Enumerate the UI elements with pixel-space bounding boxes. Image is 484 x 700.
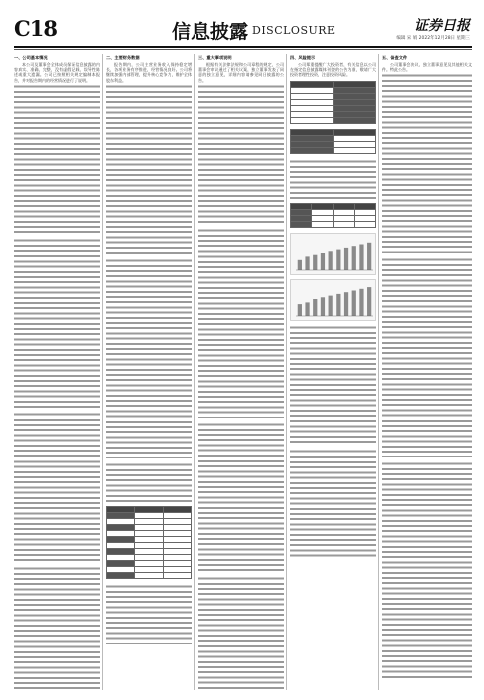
chart-bar [367,242,371,269]
chart-bar [298,304,302,316]
column-divider [378,54,379,690]
column-heading: 一、公司基本情况 [14,55,48,60]
chart-bar [298,259,302,269]
text-block [290,449,376,559]
chart-bar [321,253,325,270]
financial-table [106,506,192,579]
text-block [106,258,192,458]
data-table-2 [290,129,376,154]
newspaper-logo: 证券日报 [414,18,470,34]
chart-bar [329,295,333,315]
text-block [290,159,376,199]
text-block [382,73,472,253]
column-divider [102,54,103,690]
text-block [106,84,192,254]
chart-bar [305,256,309,270]
masthead-rule-thin [14,49,472,50]
chart-bar [305,302,309,316]
chart-bar [344,248,348,270]
text-block [14,238,100,408]
text-block [290,325,376,445]
article-column-1 [14,54,100,690]
text-block [106,584,192,644]
bar-chart-1 [290,233,376,275]
chart-bar [352,246,356,270]
chart-bar [313,254,317,269]
text-block [14,412,100,562]
column-heading: 四、风险提示 [290,55,316,60]
text-block [382,461,472,681]
column-divider [286,54,287,690]
text-block [198,422,284,572]
text-block [198,576,284,690]
text-block [106,462,192,502]
chart-bar [359,244,363,270]
chart-bar [336,294,340,316]
column-heading: 三、重大事项说明 [198,55,232,60]
chart-bar [367,287,371,316]
page-number: C18 [14,16,57,41]
text-block [382,257,472,457]
text-block [14,566,100,690]
chart-bar [352,290,356,316]
chart-bar [359,288,363,315]
text-block [198,228,284,418]
chart-bar [321,297,325,316]
masthead-rule-thick [14,46,472,48]
masthead [14,16,472,44]
body-paragraph: 报告期内，公司主营业务收入保持稳定增长，各项业务有序推进，经营情况良好。公司将继续加强内部管理，提升核心竞争力，维护全体股东利益。 [106,62,192,83]
chart-bar [344,292,348,316]
edition-meta: 编辑 宋 娟 2022年12月28日 星期三 [396,36,470,41]
article-column-3 [198,54,284,690]
chart-bar [336,249,340,269]
text-block [198,84,284,224]
column-heading: 二、主要财务数据 [106,55,140,60]
data-table-1 [290,81,376,124]
body-paragraph: 本公司及董事会全体成员保证信息披露的内容真实、准确、完整，没有虚假记载、误导性陈述或重大遗漏。公司已按照相关规定编制本报告，并对报告期内的经营情况进行了说明。 [14,62,100,83]
column-divider [194,54,195,690]
body-paragraph: 根据有关法律法规和公司章程的规定，公司董事会审议通过了相关议案，独立董事发表了同意的独立意见，详细内容请参见同日披露的公告。 [198,62,284,83]
body-paragraph: 公司董事会决议、独立董事意见及其他相关文件。特此公告。 [382,62,472,73]
article-column-4 [290,54,376,690]
chart-bar [313,299,317,316]
column-heading: 五、备查文件 [382,55,408,60]
chart-bar [329,251,333,270]
data-table-3 [290,203,376,228]
article-column-5 [382,54,472,690]
section-title-cn: 信息披露 [172,21,249,43]
article-column-2 [106,54,192,690]
section-title-en: DISCLOSURE [252,24,336,37]
bar-chart-2 [290,279,376,321]
text-block [14,84,100,234]
body-paragraph: 公司郑重提醒广大投资者，有关信息以公司在指定信息披露媒体刊登的公告为准，敬请广大投资者理性投资，注意投资风险。 [290,62,376,78]
